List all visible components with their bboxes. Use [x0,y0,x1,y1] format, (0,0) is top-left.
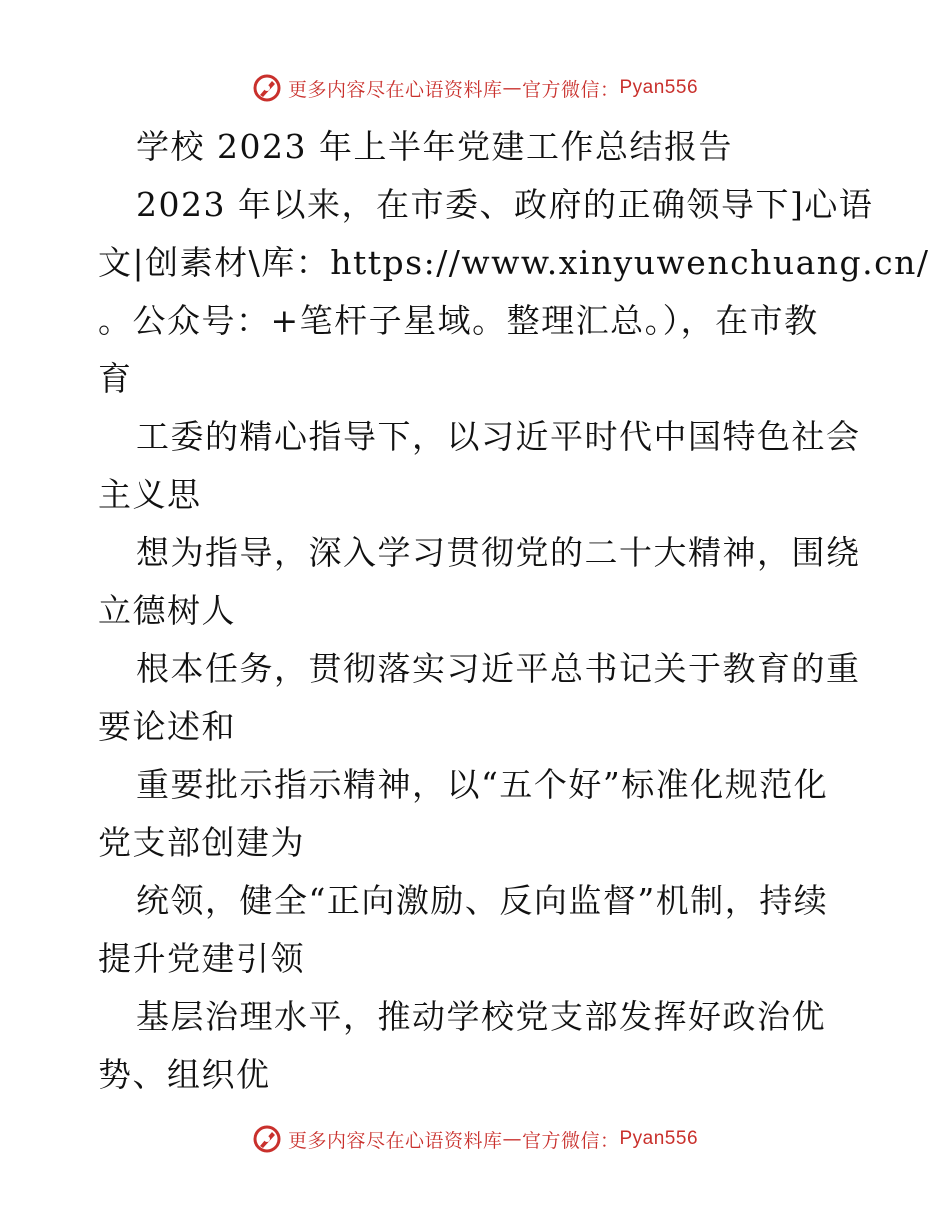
watermark-suffix: 官方微信： [521,78,620,101]
watermark-id: Pyan556 [619,1128,699,1149]
pen-logo-icon [252,1124,282,1154]
watermark-separator: — [502,1128,522,1150]
watermark-text: 更多内容尽在心语资料库 [287,1129,503,1152]
body-text-line: 工委的精心指导下，以习近平时代中国特色社会 [136,417,861,456]
body-text-line: 立德树人 [98,591,236,630]
header-watermark [0,73,950,103]
body-text-line: 势、组织优 [98,1055,271,1094]
pen-logo-icon [252,73,282,103]
body-text-line: 基层治理水平，推动学校党支部发挥好政治优 [136,997,826,1036]
document-body [98,118,930,1104]
watermark-suffix: 官方微信： [521,1129,620,1152]
body-text-line: 统领，健全“正向激励、反向监督”机制，持续 [136,881,829,920]
footer-watermark [0,1124,950,1154]
body-text-line: 根本任务，贯彻落实习近平总书记关于教育的重 [136,649,861,688]
body-text-line: 2023 年以来，在市委、政府的正确领导下]心语 [136,185,874,224]
body-text-line: 文|创素材\库：https://www.xinyuwenchuang.cn/ [98,243,930,282]
body-text-line: 党支部创建为 [98,823,305,862]
body-text-line: 育 [98,359,133,398]
watermark-separator: — [502,77,522,99]
watermark-id: Pyan556 [619,77,699,98]
body-text-line: 要论述和 [98,707,236,746]
watermark-text: 更多内容尽在心语资料库 [287,78,503,101]
body-text-line: 提升党建引领 [98,939,305,978]
document-title: 学校 2023 年上半年党建工作总结报告 [136,127,733,166]
body-text-line: 主义思 [98,475,202,514]
body-text-line: 想为指导，深入学习贯彻党的二十大精神，围绕 [136,533,861,572]
body-text-line: 。公众号：+笔杆子星域。整理汇总。），在市教 [98,301,819,340]
body-text-line: 重要批示指示精神，以“五个好”标准化规范化 [136,765,829,804]
